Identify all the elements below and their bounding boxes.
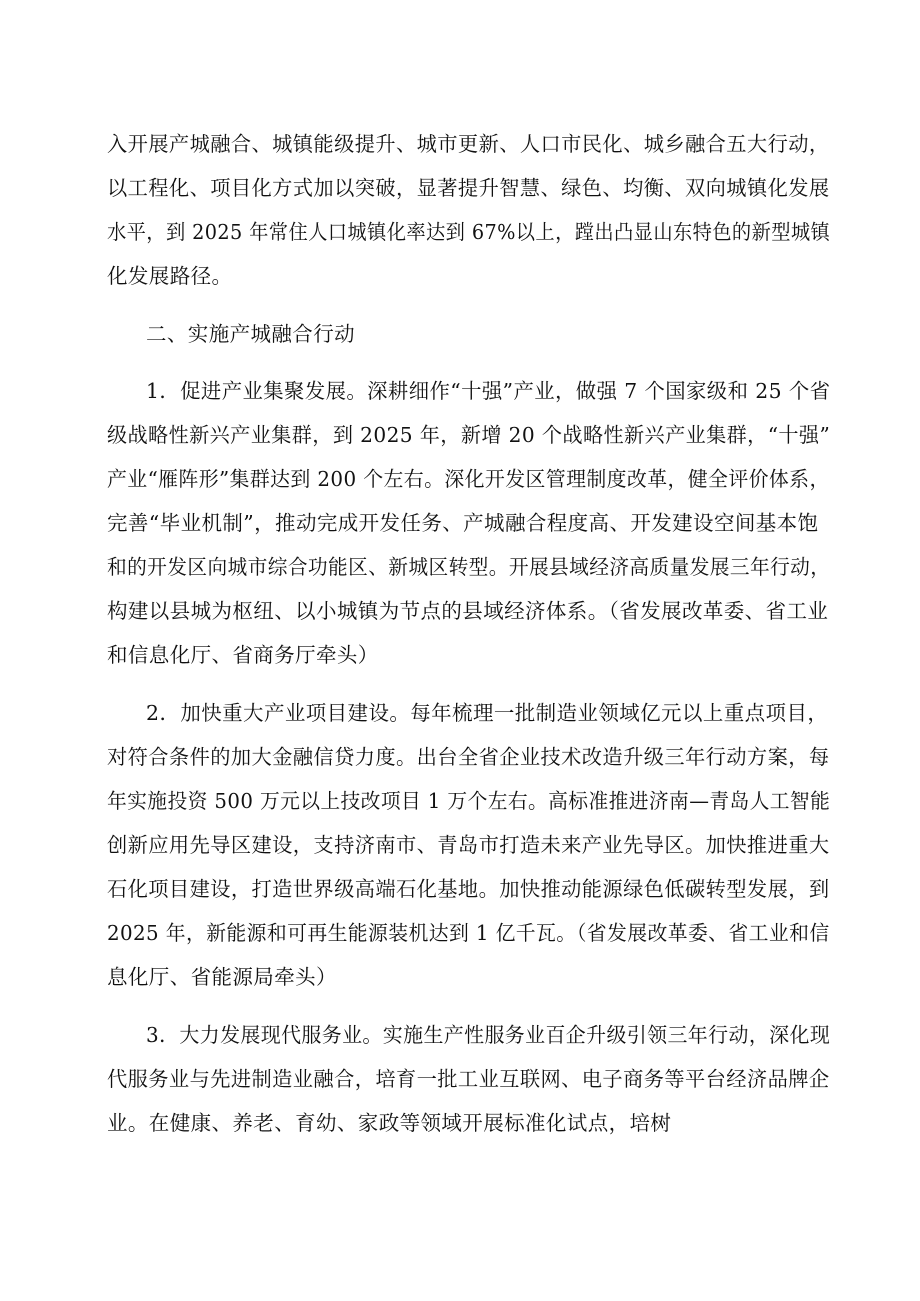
- text-line: 化发展路径。: [107, 264, 233, 288]
- text-line: 入开展产城融合、城镇能级提升、城市更新、人口市民化、城乡融合五大行动，: [107, 132, 830, 156]
- paragraph-first-line: 1．促进产业集聚发展。深耕细作“十强”产业，做强 7 个国家级和 25 个省: [146, 379, 831, 403]
- text-line: 创新应用先导区建设，支持济南市、青岛市打造未来产业先导区。加快推进重大: [107, 833, 830, 857]
- text-line: 和的开发区向城市综合功能区、新城区转型。开展县域经济高质量发展三年行动，: [107, 555, 831, 579]
- text-line: 对符合条件的加大金融信贷力度。出台全省企业技术改造升级三年行动方案，每: [107, 745, 830, 769]
- text-line: 完善“毕业机制”，推动完成开发任务、产城融合程度高、开发建设空间基本饱: [107, 511, 819, 535]
- text-line: 构建以县城为枢纽、以小城镇为节点的县域经济体系。（省发展改革委、省工业: [107, 599, 829, 623]
- text-line: 石化项目建设，打造世界级高端石化基地。加快推动能源绿色低碳转型发展，到: [107, 877, 830, 901]
- text-line: 息化厅、省能源局牵头）: [107, 965, 337, 989]
- text-line: 和信息化厅、省商务厅牵头）: [107, 643, 379, 667]
- paragraph-first-line: 2．加快重大产业项目建设。每年梳理一批制造业领域亿元以上重点项目，: [146, 701, 829, 725]
- text-line: 级战略性新兴产业集群，到 2025 年，新增 20 个战略性新兴产业集群，“十强”: [107, 423, 831, 447]
- section-heading: 二、实施产城融合行动: [146, 322, 355, 346]
- text-line: 2025 年，新能源和可再生能源装机达到 1 亿千瓦。（省发展改革委、省工业和信: [107, 921, 830, 945]
- paragraph-first-line: 3．大力发展现代服务业。实施生产性服务业百企升级引领三年行动，深化现: [146, 1023, 831, 1047]
- text-line: 产业“雁阵形”集群达到 200 个左右。深化开发区管理制度改革，健全评价体系，: [107, 467, 830, 491]
- text-line: 代服务业与先进制造业融合，培育一批工业互联网、电子商务等平台经济品牌企: [107, 1067, 830, 1091]
- text-line: 水平，到 2025 年常住人口城镇化率达到 67%以上，蹚出凸显山东特色的新型城镇: [107, 220, 831, 244]
- text-line: 年实施投资 500 万元以上技改项目 1 万个左右。高标准推进济南—青岛人工智能: [107, 789, 831, 813]
- text-line: 业。在健康、养老、育幼、家政等领域开展标准化试点，培树: [107, 1111, 672, 1135]
- text-line: 以工程化、项目化方式加以突破，显著提升智慧、绿色、均衡、双向城镇化发展: [107, 176, 830, 200]
